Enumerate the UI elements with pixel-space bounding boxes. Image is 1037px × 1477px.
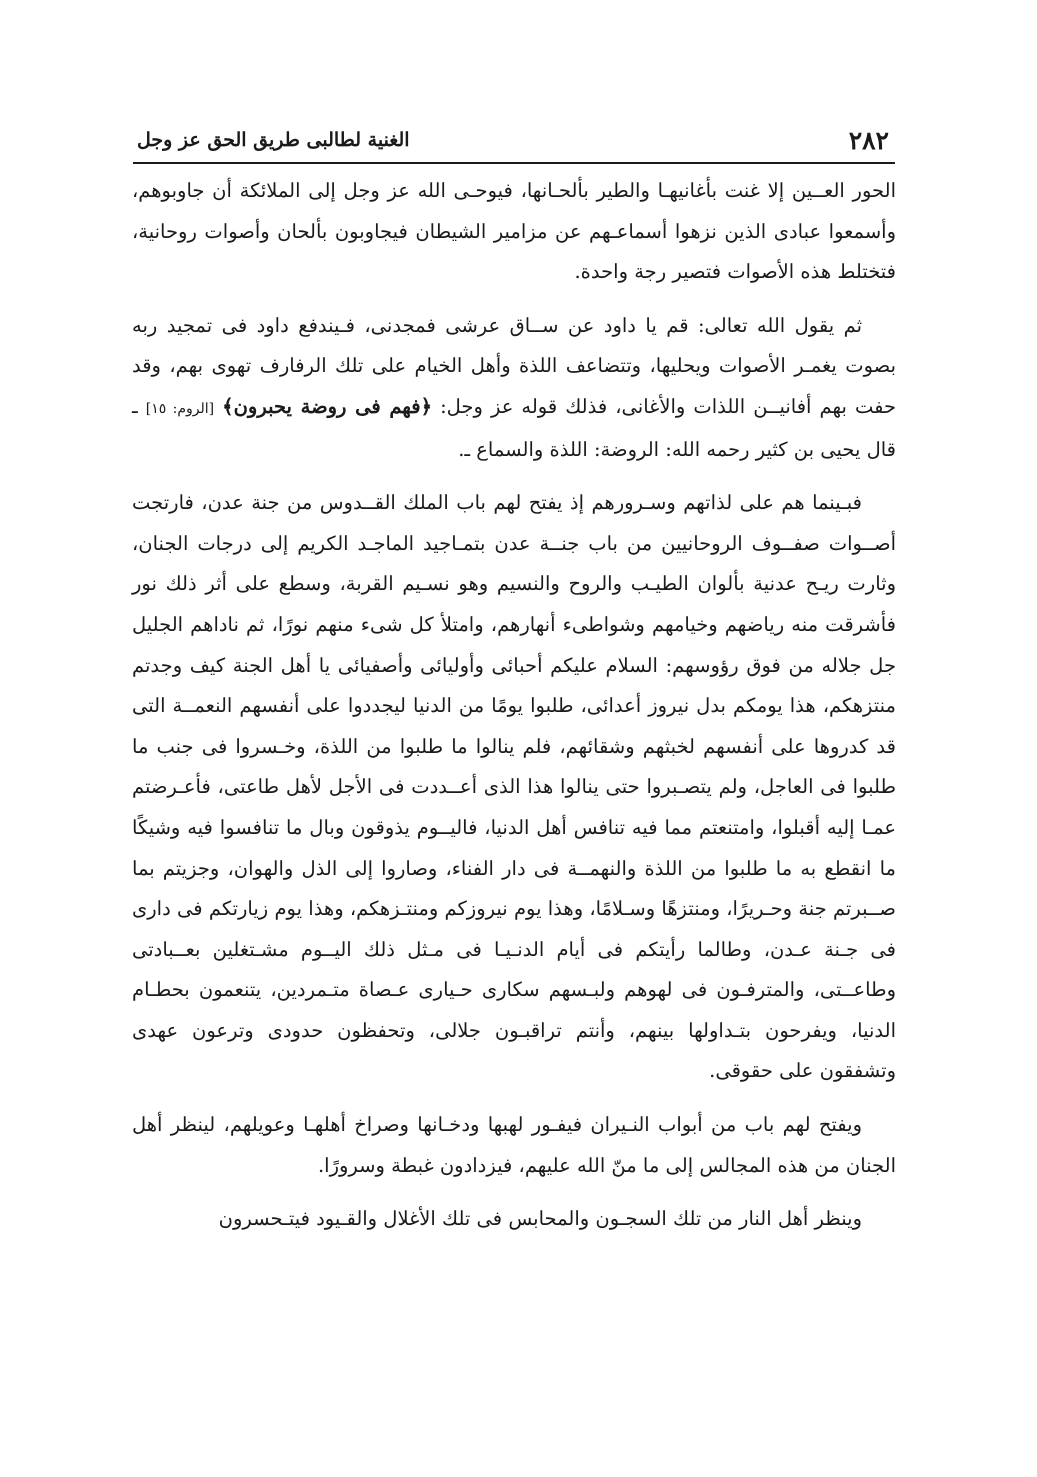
- paragraph-2-text: ثم يقول الله تعالى: قم يا داود عن ســاق عرشى فمجدنى، فـيندفع داود فى تمجيد ربه بصوت يغمـر الأصوات ويحليها، وتتضاعف اللذة وأهل الخيام على تلك الرفارف تهوى بهم، وقد حفت بهم أفانيــن اللذات والأغانى، فذلك قوله عز وجل:: [132, 313, 897, 418]
- paragraph-2-tail: ـ قال يحيى بن كثير رحمه الله: الروضة: اللذة والسماع ـ.: [132, 394, 896, 461]
- paragraph-4: ويفتح لهم باب من أبواب النـيران فيفـور لهبها ودخـانها وصراخ أهلهـا وعويلهم، لينظر أهل الجنان من هذه المجالس إلى ما منّ الله عليهم، فيزدادون غبطة وسرورًا.: [132, 1113, 896, 1177]
- running-title: الغنية لطالبى طريق الحق عز وجل: [137, 129, 410, 151]
- page-number: ٢٨٢: [848, 126, 889, 155]
- page-header: [133, 120, 895, 164]
- body-text: [132, 171, 896, 1253]
- paragraph-1: الحور العــين إلا غنت بأغانيهـا والطير بألحـانها، فيوحـى الله عز وجل إلى الملائكة أن جاوبوهم، وأسمعوا عبادى الذين نزهوا أسماعـهم عن مزامير الشيطان فيجاوبون بألحان وأصوات روحانية، فتختلط هذه الأصوات فتصير رجة واحدة.: [132, 179, 896, 284]
- header-rule: [133, 162, 895, 164]
- paragraph-3: فبـينما هم على لذاتهم وسـرورهم إذ يفتح لهم باب الملك القــدوس من جنة عدن، فارتجت أصــوات صفــوف الروحانيين من باب جنــة عدن بتمـاجيد الماجـد الكريم إلى درجات الجنان، وثارت ريـح عدنية بألوان الطيـب والروح والنسيم وهو نسـيم القربة، وسطع على أثر ذلك نور فأشرقت منه رياضهم وخيامهم وشواطىء أنهارهم، وامتلأ كل شىء منهم نورًا، ثم ناداهم الجليل جل جلاله من فوق رؤوسهم: السلام عليكم أحبائى وأوليائى وأصفيائى يا أهل الجنة كيف وجدتم منتزهكم، هذا يومكم بدل نيروز أعدائى، طلبوا يومًا من الدنيا ليجددوا على أنفسهم النعمــة التى قد كدروها على أنفسهم لخبثهم وشقائهم، فلم ينالوا ما طلبوا من اللذة، وخـسروا فى جنب ما طلبوا فى العاجل، ولم يتصـبروا حتى ينالوا هذا الذى أعــددت فى الأجل لأهل طاعتى، فأعـرضتم عمـا إليه أقبلوا، وامتنعتم مما فيه تنافس أهل الدنيا، فاليــوم يذوقون وبال ما تنافسوا فيه وشيكًا ما انقطع به ما طلبوا من اللذة والنهمــة فى دار الفناء، وصاروا إلى الذل والهوان، وجزيتم بما صــبرتم جنة وحـريرًا، ومنتزهًا وسـلامًا، وهذا يوم نيروزكم ومنتـزهكم، وهذا يوم زيارتكم فى دارى فى جـنة عـدن، وطالما رأيتكم فى أيام الدنـيـا فى مـثل ذلك اليــوم مشـتغلين بعــبادتى وطاعــتى، والمترفـون فى لهوهم ولبـسهم سكارى حـيارى عـصاة متـمردين، يتنعمون بحطـام الدنيا، ويفرحون بتـداولها بينهم، وأنتم تراقبـون جلالى، وتحفظون حدودى وترعون عهدى وتشفقون على حقوقى.: [132, 491, 896, 1083]
- paragraph-2: [132, 306, 896, 470]
- quran-verse: ﴿فهم فى روضة يحبرون﴾: [222, 394, 433, 418]
- verse-citation: [الروم: ١٥]: [145, 400, 215, 417]
- paragraph-5: وينظر أهل النار من تلك السجـون والمحابس فى تلك الأغلال والقـيود فيتـحسرون: [218, 1207, 862, 1231]
